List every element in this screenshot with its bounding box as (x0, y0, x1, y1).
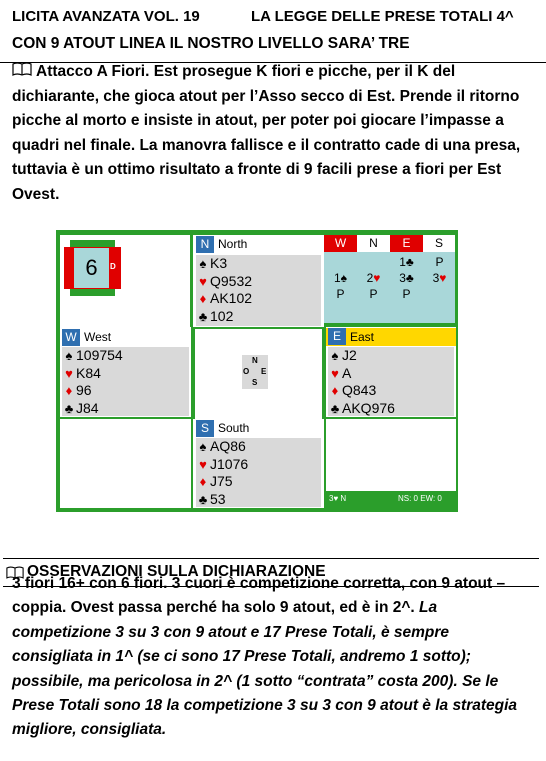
diamond-icon: ♦ (65, 383, 73, 398)
heart-icon: ♥ (199, 273, 207, 289)
south-spades: AQ86 (210, 438, 246, 454)
south-clubs: 53 (210, 490, 226, 507)
north-hand (196, 255, 321, 326)
auction-header-s: S (423, 235, 455, 252)
diamond-icon: ♦ (331, 383, 339, 398)
east-hearts: A (342, 364, 352, 381)
north-diamonds: AK102 (210, 290, 253, 306)
bid: 3♣ (399, 271, 414, 285)
west-hand (62, 347, 189, 416)
bid: 2♥ (366, 271, 381, 285)
east-name: East (350, 330, 375, 344)
board-number: 6 (74, 248, 109, 288)
west-hearts: K84 (76, 364, 101, 381)
auction-header-w: W (324, 235, 357, 252)
score: NS: 0 EW: 0 (398, 494, 442, 503)
club-icon: ♣ (330, 400, 340, 416)
spade-icon: ♠ (331, 348, 339, 363)
observations-title: OSSERVAZIONI SULLA DICHIARAZIONE (27, 563, 326, 580)
bid: 1♣ (399, 255, 414, 269)
south-hearts: J1076 (210, 455, 249, 472)
club-icon: ♣ (198, 491, 208, 507)
club-icon: ♣ (64, 400, 74, 416)
bid: P (435, 255, 444, 269)
result-panel (326, 419, 456, 508)
east-spades: J2 (342, 347, 357, 363)
south-hand (196, 438, 321, 507)
page-header (0, 0, 546, 63)
heart-icon: ♥ (65, 365, 73, 381)
bid: P (402, 287, 411, 301)
heart-icon: ♥ (331, 365, 339, 381)
west-name: West (84, 330, 112, 344)
observations-italic: La competizione 3 su 3 con 9 atout e 17 Prese Totali, è sempre consigliata in 1^ (se ci sono 17 Prese Totali, andremo 1 sotto); possibile, ma pericolosa in 2^ (1 sotto “contrata” costa 200). Se le Prese Totali sono 18 la competizione 3 su 3 con 9 atout è la strategia migliore, consigliata. (12, 599, 518, 739)
diamond-icon: ♦ (199, 291, 207, 306)
south-seat-badge: S (196, 420, 214, 437)
bid: 1♠ (333, 271, 348, 285)
play-text: Attacco A Fiori. Est prosegue K fiori e picche, per il K del dichiarante, che gioca atout per l’Asso secco di Est. Prende il ritorno picche al morto e insiste in atout, per poter poi giocare l’impasse a quadri nel finale. La manovra fallisce e il contratto cade di una presa, tuttavia è un ottimo risultato a fronte di 9 facili prese a fiori per Est Ovest. (12, 63, 521, 203)
series-title: LICITA AVANZATA VOL. 19 (12, 8, 200, 25)
play-description (12, 60, 532, 207)
observations-plain: 3 fiori 16+ con 6 fiori. 3 cuori è competizione corretta, con 9 atout – coppia. Ovest passa perché ha solo 9 atout, ed è in 2^. (12, 575, 506, 617)
page-title: CON 9 ATOUT LINEA IL NOSTRO LIVELLO SARA’ TRE (12, 35, 410, 52)
north-panel (193, 235, 324, 327)
contract: 3♥ N (329, 494, 347, 503)
auction-box (324, 235, 455, 323)
north-name: North (218, 237, 248, 251)
spade-icon: ♠ (199, 439, 207, 454)
east-panel (326, 327, 456, 417)
observations-text (12, 572, 534, 743)
compass-panel (195, 329, 322, 419)
south-name: South (218, 421, 250, 435)
auction-header-e: E (390, 235, 423, 252)
empty-panel (60, 419, 191, 508)
dealer-marker: D (110, 262, 116, 271)
east-seat-badge: E (328, 328, 346, 345)
book-icon (12, 60, 32, 85)
north-seat-badge: N (196, 236, 214, 253)
south-diamonds: J75 (210, 473, 233, 489)
east-diamonds: Q843 (342, 382, 377, 398)
heart-icon: ♥ (199, 456, 207, 472)
bid: 3♥ (432, 271, 447, 285)
north-spades: K3 (210, 255, 228, 271)
club-icon: ♣ (198, 308, 208, 324)
east-hand (328, 347, 454, 416)
auction-header-n: N (357, 235, 390, 252)
bid: P (369, 287, 378, 301)
diamond-icon: ♦ (199, 474, 207, 489)
compass-rose: N O E S (243, 356, 267, 387)
west-diamonds: 96 (76, 382, 92, 398)
bid: P (336, 287, 345, 301)
west-spades: 109754 (76, 347, 123, 363)
board-number-cell (60, 235, 190, 327)
spade-icon: ♠ (65, 348, 73, 363)
topic-title: LA LEGGE DELLE PRESE TOTALI 4^ (251, 8, 514, 25)
south-panel (193, 419, 324, 508)
west-clubs: J84 (76, 399, 99, 416)
west-seat-badge: W (62, 329, 80, 346)
north-clubs: 102 (210, 307, 234, 324)
west-panel (60, 327, 191, 417)
north-hearts: Q9532 (210, 272, 253, 289)
spade-icon: ♠ (199, 256, 207, 271)
east-clubs: AKQ976 (342, 399, 395, 416)
bridge-diagram (56, 230, 458, 512)
